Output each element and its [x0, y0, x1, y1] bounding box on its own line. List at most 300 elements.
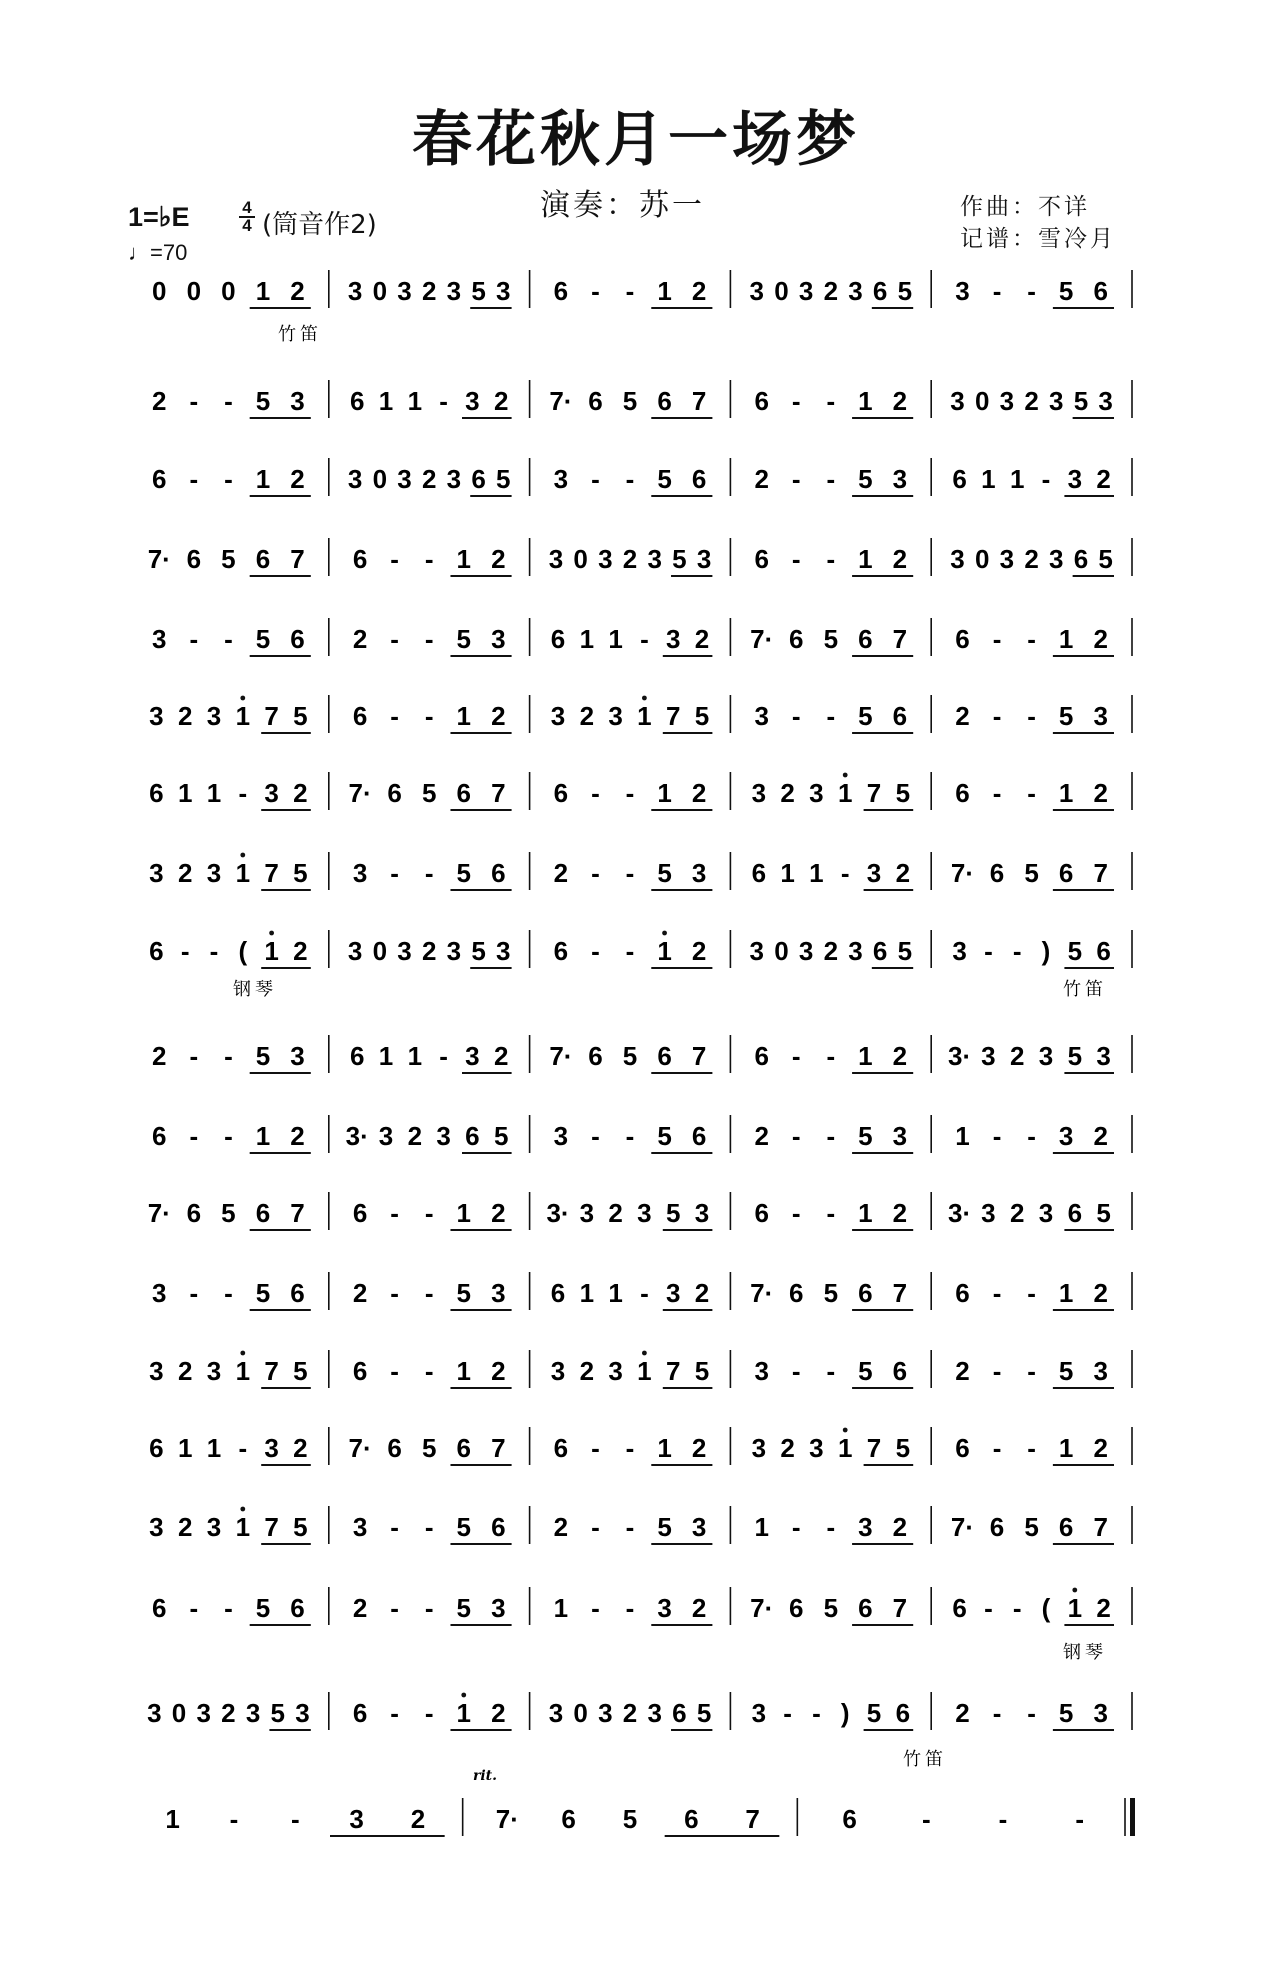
note: 2 [177, 1512, 193, 1542]
note: 5 [270, 1698, 286, 1728]
octave-dot-high [240, 853, 245, 858]
octave-dot-high [240, 1507, 245, 1512]
note: 2 [1024, 544, 1039, 574]
note: 3 [397, 276, 412, 306]
note: 3 [1093, 1356, 1108, 1386]
note: 5 [456, 1512, 471, 1542]
note: 3 [848, 276, 863, 306]
note: 6 [255, 544, 271, 574]
note: 5 [293, 1512, 308, 1542]
note-extension: - [1012, 936, 1022, 966]
note: 6 [872, 936, 888, 966]
note: 7 [665, 701, 681, 731]
note: 7· [348, 778, 372, 808]
note: 5 [694, 701, 710, 731]
note: 2 [1009, 1198, 1025, 1228]
note: 6 [290, 1593, 305, 1623]
note-extension: - [390, 1593, 399, 1623]
note-extension: - [791, 464, 801, 494]
note-extension: - [390, 1512, 399, 1542]
note: 3 [950, 544, 965, 574]
note-extension: - [424, 1356, 434, 1386]
octave-dot-high [240, 696, 245, 701]
note: 6 [754, 1198, 769, 1228]
note-extension: - [840, 858, 850, 888]
note-extension: - [591, 1593, 600, 1623]
note-extension: - [591, 1433, 600, 1463]
note: 6 [691, 464, 707, 494]
note-extension: - [390, 1698, 399, 1728]
note: 7 [264, 858, 279, 888]
note: 3· [345, 1121, 369, 1151]
note: 3 [1049, 386, 1064, 416]
note: 2 [553, 858, 569, 888]
note: 6 [672, 1698, 687, 1728]
note-high: 1 [637, 1356, 652, 1386]
note-extension: - [1075, 1804, 1085, 1834]
note-high: 1 [1067, 1593, 1083, 1623]
note-extension: - [1027, 1698, 1036, 1728]
note-high: 1 [235, 1356, 251, 1386]
note: 3 [608, 1356, 623, 1386]
note: 6 [387, 778, 402, 808]
note: 6 [352, 701, 368, 731]
note-extension: - [229, 1804, 239, 1834]
note: 1 [165, 1804, 180, 1834]
score-row [149, 695, 1132, 733]
note: 2 [622, 544, 638, 574]
note: 6 [349, 1041, 365, 1071]
note: 1 [378, 386, 394, 416]
note: 3 [465, 386, 480, 416]
score-row [147, 1692, 1132, 1730]
note: 6 [149, 1433, 164, 1463]
note: 7· [750, 1278, 774, 1308]
note-extension: - [591, 1512, 600, 1542]
note-extension: - [390, 1278, 399, 1308]
note: 6 [1096, 936, 1111, 966]
note-extension: - [189, 1121, 199, 1151]
note: 3 [892, 464, 908, 494]
score-row [149, 930, 1132, 968]
note: 5 [421, 1433, 437, 1463]
performer-credit: 演奏：苏一 [540, 188, 705, 223]
note: 3 [598, 1698, 613, 1728]
note: 3 [691, 1512, 707, 1542]
score-row [152, 1115, 1132, 1153]
note: 5 [1067, 936, 1083, 966]
piano-part-bracket: ) [1041, 936, 1051, 966]
time-signature-denominator: 4 [242, 216, 252, 235]
note-extension: - [1027, 1121, 1036, 1151]
note: 3 [347, 276, 363, 306]
note: 2 [407, 1121, 423, 1151]
note: 6 [149, 936, 164, 966]
note: 1 [1058, 624, 1074, 654]
note: 6 [858, 1278, 873, 1308]
note: 6 [152, 464, 167, 494]
note: 3 [579, 1198, 595, 1228]
rest: 0 [974, 386, 990, 416]
note-extension: - [1027, 778, 1036, 808]
note: 6 [553, 936, 569, 966]
note: 6 [561, 1804, 576, 1834]
note: 3 [196, 1698, 211, 1728]
note: 3 [290, 1041, 305, 1071]
score-row [152, 618, 1132, 656]
note-extension: - [424, 544, 434, 574]
note-high: 1 [456, 1698, 471, 1728]
note: 2 [579, 1356, 595, 1386]
note: 6 [955, 624, 970, 654]
fingering-note: (筒音作2) [262, 210, 377, 240]
note-extension: - [625, 1433, 635, 1463]
octave-dot-high [240, 1351, 245, 1356]
rest: 0 [774, 936, 789, 966]
note: 6 [657, 1041, 672, 1071]
note: 3 [751, 1698, 767, 1728]
note: 2 [955, 701, 970, 731]
note: 3 [206, 701, 222, 731]
note: 6 [1058, 1512, 1074, 1542]
note-extension: - [791, 1198, 801, 1228]
note: 6 [588, 1041, 603, 1071]
note-extension: - [992, 1433, 1002, 1463]
note: 5 [696, 1698, 712, 1728]
note: 3 [465, 1041, 480, 1071]
note: 5 [1058, 1698, 1074, 1728]
note-extension: - [826, 1121, 836, 1151]
note-extension: - [390, 1356, 399, 1386]
note-extension: - [826, 1356, 836, 1386]
rest: 0 [774, 276, 789, 306]
note-extension: - [591, 276, 600, 306]
piano-part-bracket: ) [840, 1698, 850, 1728]
note: 3 [665, 1278, 681, 1308]
instrument-label: 钢琴 [1063, 1642, 1107, 1663]
note: 5 [858, 1356, 873, 1386]
note: 5 [694, 1356, 710, 1386]
note: 3 [1038, 1198, 1054, 1228]
note: 6 [1093, 276, 1108, 306]
score-row [152, 1272, 1132, 1310]
note-extension: - [424, 1278, 434, 1308]
note: 5 [471, 936, 486, 966]
note: 3 [647, 544, 662, 574]
note-high: 1 [235, 858, 251, 888]
note: 6 [754, 386, 769, 416]
note: 3 [694, 1198, 710, 1228]
note: 2 [780, 778, 795, 808]
note: 3 [1038, 1041, 1054, 1071]
note-extension: - [591, 936, 600, 966]
note: 3 [696, 544, 712, 574]
note-extension: - [424, 1198, 434, 1228]
note-extension: - [209, 936, 219, 966]
piano-part-bracket: ( [1041, 1593, 1051, 1623]
note: 2 [691, 1433, 707, 1463]
note: 3 [1093, 701, 1108, 731]
note: 1 [1058, 778, 1074, 808]
note: 6 [754, 544, 769, 574]
note: 2 [691, 276, 707, 306]
note: 5 [221, 1198, 236, 1228]
note: 2 [754, 1121, 769, 1151]
note: 3 [608, 701, 623, 731]
note: 3 [550, 701, 566, 731]
note: 2 [1093, 778, 1108, 808]
note: 3 [206, 1512, 222, 1542]
note: 5 [255, 1593, 271, 1623]
note: 3 [848, 936, 863, 966]
note-extension: - [1027, 1356, 1036, 1386]
note: 6 [989, 1512, 1005, 1542]
note: 3 [950, 386, 965, 416]
note: 5 [1058, 701, 1074, 731]
note: 7 [892, 1593, 908, 1623]
note-extension: - [390, 544, 399, 574]
note: 2 [955, 1698, 970, 1728]
score-row [152, 1587, 1132, 1625]
note: 2 [608, 1198, 623, 1228]
note: 5 [456, 1593, 471, 1623]
note-extension: - [1027, 701, 1036, 731]
note: 3 [749, 936, 764, 966]
note: 7· [950, 1512, 975, 1542]
note: 3 [352, 858, 368, 888]
note: 3 [647, 1698, 662, 1728]
note: 7 [264, 1512, 279, 1542]
note-extension: - [189, 624, 199, 654]
note-extension: - [984, 936, 993, 966]
note: 6 [553, 1433, 569, 1463]
note: 3 [446, 276, 462, 306]
note: 7 [491, 1433, 506, 1463]
score-row [148, 1192, 1132, 1230]
note-extension: - [992, 1356, 1002, 1386]
note: 6 [872, 276, 888, 306]
piano-part-bracket: ( [238, 936, 248, 966]
note: 2 [892, 1041, 908, 1071]
note: 6 [491, 1512, 506, 1542]
note: 6 [550, 624, 566, 654]
note: 3· [948, 1198, 972, 1228]
rest: 0 [221, 276, 236, 306]
note: 7 [892, 624, 908, 654]
note: 2 [152, 1041, 167, 1071]
note: 7 [691, 1041, 707, 1071]
note: 1 [981, 464, 996, 494]
note: 2 [1093, 1278, 1108, 1308]
note-extension: - [992, 1278, 1002, 1308]
note: 5 [456, 624, 471, 654]
note: 2 [691, 778, 707, 808]
score-row [165, 1768, 1135, 1836]
note: 7 [290, 544, 305, 574]
note: 3 [290, 386, 305, 416]
note: 2 [694, 1278, 710, 1308]
note: 6 [465, 1121, 480, 1151]
note: 1 [255, 464, 271, 494]
note: 1 [858, 1041, 873, 1071]
note: 3· [546, 1198, 570, 1228]
note: 2 [290, 464, 305, 494]
note: 1 [657, 1433, 672, 1463]
note: 6 [657, 386, 672, 416]
note: 2 [290, 1121, 305, 1151]
note: 3 [553, 464, 569, 494]
note: 5 [1024, 1512, 1039, 1542]
note: 3 [637, 1198, 652, 1228]
note: 2 [892, 1198, 908, 1228]
note-extension: - [424, 1698, 434, 1728]
note-high: 1 [837, 1433, 853, 1463]
octave-dot-high [843, 1428, 848, 1433]
note: 5 [897, 276, 913, 306]
note: 3 [149, 701, 164, 731]
note: 6 [186, 1198, 202, 1228]
note-extension: - [984, 1593, 993, 1623]
note-extension: - [992, 624, 1002, 654]
note: 6 [789, 624, 804, 654]
note-extension: - [224, 1593, 233, 1623]
note: 5 [293, 1356, 308, 1386]
final-barline-thick [1130, 1798, 1135, 1836]
note: 6 [892, 1356, 908, 1386]
note-extension: - [224, 386, 233, 416]
score-row [148, 538, 1132, 576]
note: 2 [691, 936, 707, 966]
note-extension: - [390, 701, 399, 731]
note: 1 [1009, 464, 1025, 494]
instrument-label: 竹笛 [903, 1749, 947, 1770]
note: 6 [352, 544, 368, 574]
note-extension: - [1012, 1593, 1022, 1623]
note: 2 [293, 778, 308, 808]
note: 1 [456, 1198, 471, 1228]
note: 5 [622, 1041, 638, 1071]
note: 2 [553, 1512, 569, 1542]
octave-dot-high [843, 773, 848, 778]
note: 2 [491, 1356, 506, 1386]
note: 5 [421, 778, 437, 808]
note: 5 [622, 1804, 638, 1834]
note-extension: - [625, 1593, 635, 1623]
note: 5 [1098, 544, 1113, 574]
note: 6 [152, 1593, 167, 1623]
score-row [149, 772, 1132, 810]
note-extension: - [224, 464, 233, 494]
note-extension: - [921, 1804, 931, 1834]
note-extension: - [826, 701, 836, 731]
note-extension: - [791, 1356, 801, 1386]
note: 6 [754, 1041, 769, 1071]
note: 2 [491, 1198, 506, 1228]
note: 3 [751, 1433, 767, 1463]
note: 3 [347, 936, 363, 966]
note: 5 [895, 778, 911, 808]
rest: 0 [186, 276, 202, 306]
note: 3 [1058, 1121, 1074, 1151]
note-extension: - [826, 1198, 836, 1228]
note-extension: - [625, 936, 635, 966]
note: 1 [657, 276, 672, 306]
score-row [152, 270, 1132, 308]
note: 3 [809, 778, 824, 808]
note: 6 [751, 858, 767, 888]
note: 3 [496, 276, 511, 306]
note-extension: - [180, 936, 190, 966]
note: 1 [780, 858, 795, 888]
note: 6 [858, 1593, 873, 1623]
note-high: 1 [264, 936, 279, 966]
note: 2 [293, 936, 308, 966]
note: 3 [446, 936, 462, 966]
note-extension: - [189, 386, 199, 416]
note: 5 [1067, 1041, 1083, 1071]
note: 1 [407, 386, 423, 416]
note: 2 [579, 701, 595, 731]
note-extension: - [826, 386, 836, 416]
note: 3 [550, 1356, 566, 1386]
transcriber-credit: 记谱：雪冷月 [960, 226, 1116, 252]
note: 3 [798, 936, 814, 966]
note: 5 [1058, 276, 1074, 306]
note: 3 [491, 1278, 506, 1308]
note: 6 [789, 1278, 804, 1308]
note: 5 [858, 1121, 873, 1151]
note: 2 [421, 464, 437, 494]
note-extension: - [992, 1698, 1002, 1728]
tempo-marking: ♩=70 [128, 240, 188, 265]
note: 6 [553, 276, 569, 306]
note-extension: - [224, 1121, 233, 1151]
note: 1 [858, 1198, 873, 1228]
note: 3 [264, 1433, 279, 1463]
note: 6 [691, 1121, 707, 1151]
note-extension: - [791, 1512, 801, 1542]
note: 6 [895, 1698, 911, 1728]
note: 3 [245, 1698, 261, 1728]
note: 5 [823, 1593, 839, 1623]
note-extension: - [1041, 464, 1051, 494]
note-extension: - [424, 1593, 434, 1623]
note: 5 [657, 1512, 672, 1542]
note-extension: - [826, 544, 836, 574]
note: 2 [1093, 624, 1108, 654]
note: 5 [897, 936, 913, 966]
note: 1 [809, 858, 824, 888]
note-extension: - [826, 464, 836, 494]
note: 5 [858, 464, 873, 494]
note: 1 [206, 1433, 222, 1463]
note: 3 [1096, 1041, 1111, 1071]
note: 2 [221, 1698, 236, 1728]
note: 5 [622, 386, 638, 416]
note: 2 [491, 544, 506, 574]
note: 1 [955, 1121, 970, 1151]
note: 1 [177, 778, 193, 808]
note: 3 [206, 1356, 222, 1386]
note: 3 [352, 1512, 368, 1542]
note: 5 [456, 858, 471, 888]
note: 3 [397, 464, 412, 494]
instrument-label: 钢琴 [233, 979, 277, 1000]
note: 3 [548, 544, 564, 574]
note-extension: - [591, 464, 600, 494]
note: 5 [471, 276, 486, 306]
note: 3 [436, 1121, 451, 1151]
